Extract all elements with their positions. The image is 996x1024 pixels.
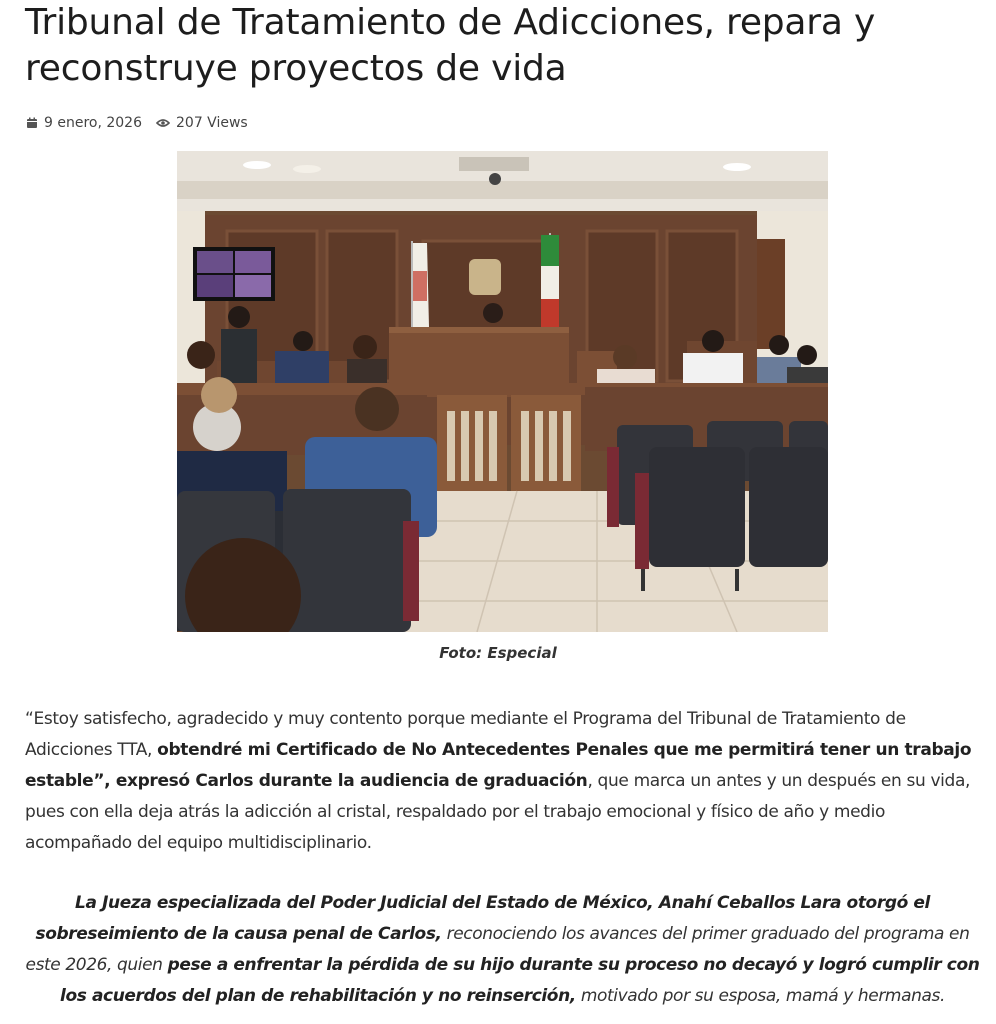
article-title: Tribunal de Tratamiento de Adicciones, repara y reconstruye proyectos de vida: [25, 2, 876, 89]
paragraph-2-text-1: reconociendo los avances del primer graduado del programa en este 2026, quien: [25, 924, 970, 975]
paragraph-2-bold-2: pese a enfrentar la pérdida de su hijo durante su proceso no decayó y logró cumplir con los acuerdos del plan de rehabilitación y no reinserción,: [60, 955, 980, 1006]
paragraph-2-bold-1: La Jueza especializada del Poder Judicial del Estado de México, Anahí Ceballos Lara otorgó el sobreseimiento de la causa penal de Carlos,: [35, 893, 930, 944]
photo-caption: Foto: Especial: [439, 644, 557, 662]
views-counter: [156, 115, 248, 131]
calendar-icon: [26, 117, 38, 129]
views-count: 207 Views: [176, 115, 248, 131]
paragraph-1-text-2: , que marca un antes y un después en su vida, pues con ella deja atrás la adicción al cristal, respaldado por el trabajo emocional y físico de año y medio acompañado del equipo multidisciplinario.: [25, 771, 971, 853]
article-photo: [177, 151, 828, 632]
eye-icon: [156, 118, 170, 128]
paragraph-1-text-1: “Estoy satisfecho, agradecido y muy contento porque mediante el Programa del Tribunal de Tratamiento de Adicciones TTA,: [25, 709, 906, 760]
article-paragraph-1: [25, 704, 975, 859]
paragraph-1-bold-1: obtendré mi Certificado de No Antecedentes Penales que me permitirá tener un trabajo estable”, expresó Carlos durante la audiencia de graduación: [25, 740, 972, 791]
courtroom-photo-illustration: [177, 151, 828, 632]
article-paragraph-2: [25, 888, 980, 1012]
paragraph-2-text-2: motivado por su esposa, mamá y hermanas.: [575, 986, 945, 1006]
article-date: 9 enero, 2026: [44, 115, 142, 131]
article-meta: [26, 113, 248, 133]
